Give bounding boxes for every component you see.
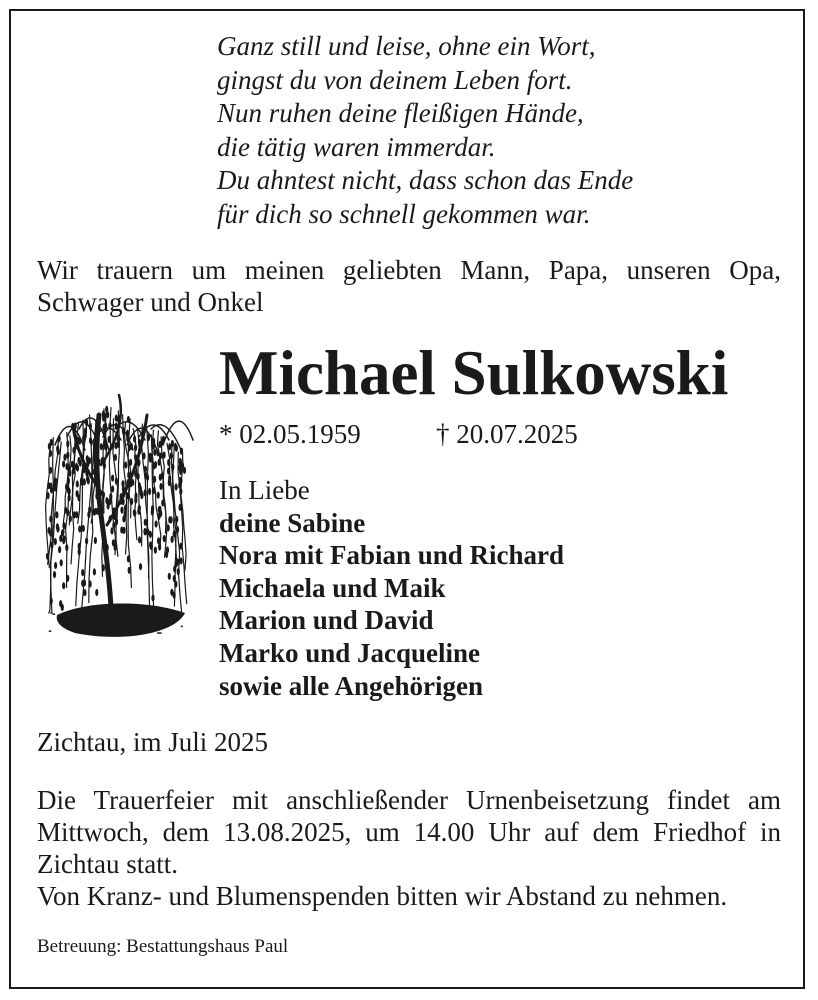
- poem-line: die tätig waren immerdar.: [217, 131, 496, 162]
- poem-line: Nun ruhen deine fleißigen Hände,: [217, 98, 584, 128]
- intro-line: Schwager und Onkel: [37, 287, 264, 317]
- place-date: Zichtau, im Juli 2025: [37, 727, 268, 757]
- notice-line: Von Kranz- und Blumenspenden bitten wir Abstand zu nehmen.: [37, 881, 728, 911]
- notice-line: Mittwoch, dem 13.08.2025, um 14.00 Uhr auf dem Friedhof in: [37, 817, 781, 847]
- poem-line: Ganz still und leise, ohne ein Wort,: [217, 31, 596, 61]
- poem: [217, 30, 633, 231]
- weeping-willow-icon: [35, 375, 195, 650]
- notice-line: Die Trauerfeier mit anschließender Urnenbeisetzung findet am: [37, 785, 781, 815]
- mourner-name: Marko und Jacqueline: [219, 637, 481, 668]
- mourner-name: sowie alle Angehörigen: [219, 670, 483, 701]
- birth-date: * 02.05.1959: [219, 419, 361, 449]
- mourner-name: Marion und David: [219, 605, 434, 636]
- poem-line: gingst du von deinem Leben fort.: [217, 64, 573, 95]
- mourner-name: deine Sabine: [219, 507, 366, 538]
- mourners: [219, 474, 564, 702]
- notice-line: Zichtau statt.: [37, 849, 178, 879]
- death-date: † 20.07.2025: [436, 419, 578, 449]
- poem-line: für dich so schnell gekommen war.: [217, 198, 591, 229]
- mourners-opening: In Liebe: [219, 475, 310, 505]
- mourner-name: Nora mit Fabian und Richard: [219, 540, 565, 571]
- mourner-name: Michaela und Maik: [219, 572, 446, 603]
- poem-line: Du ahntest nicht, dass schon das Ende: [217, 165, 634, 195]
- funeral-home-credit: Betreuung: Bestattungshaus Paul: [37, 936, 289, 957]
- intro-text: [37, 254, 781, 318]
- intro-line: Wir trauern um meinen geliebten Mann, Papa, unseren Opa,: [37, 255, 781, 285]
- deceased-name: Michael Sulkowski: [219, 338, 729, 408]
- funeral-notice: [37, 784, 781, 912]
